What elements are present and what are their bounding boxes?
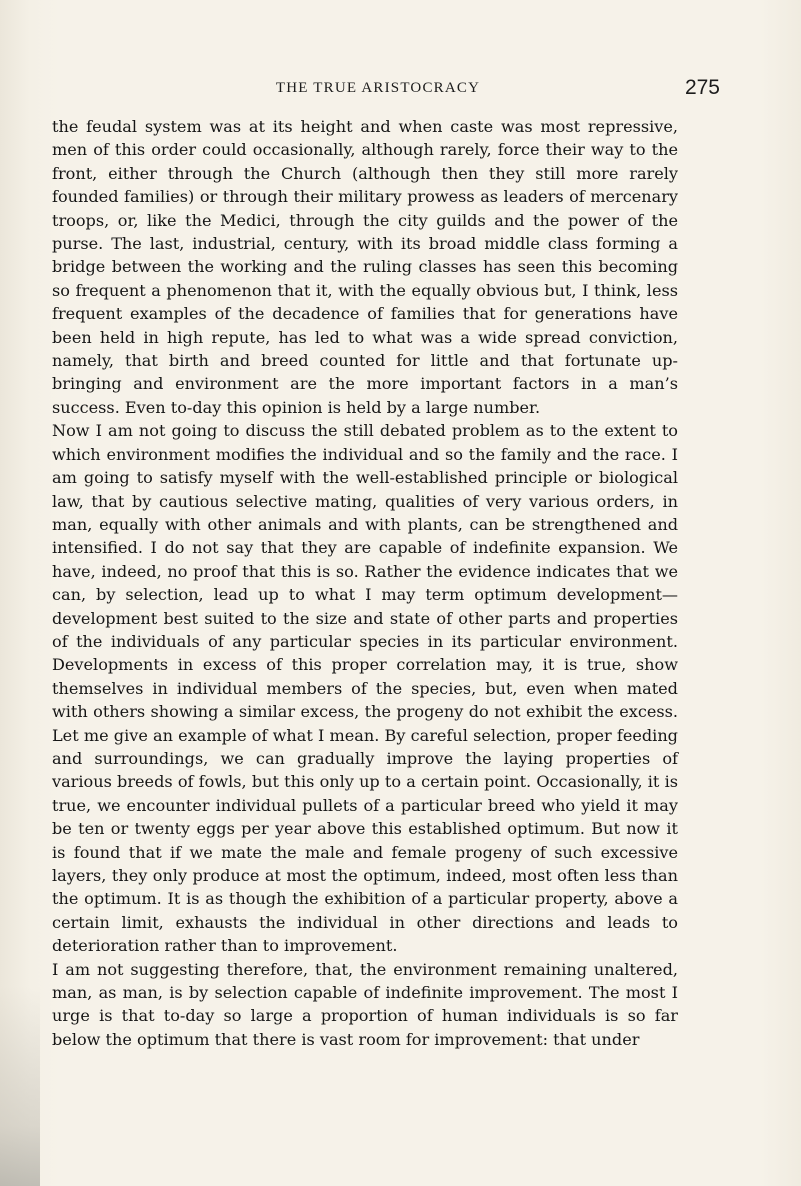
paragraph-2: Now I am not going to discuss the still debated problem as to the extent to which environment modifies the individual and so the family and the race. I am going to satisfy myself with the well-established principle or biological law, that by cautious selective mating, qualities of very various orders, in man, equally with other animals and with plants, can be strengthened and intensified. I do not say that they are capable of indefinite expansion. We have, indeed, no proof that this is so. Rather the evidence indicates that we can, by selection, lead up to what I may term optimum development—development best suited to the size and state of other parts and properties of the individuals of any particular species in its particular environment. Developments in excess of this proper correlation may, it is true, show themselves in individual members of the species, but, even when mated with others showing a similar excess, the progeny do not exhibit the excess. Let me give an example of what I mean. By careful selection, proper feeding and surroundings, we can gradually improve the laying properties of various breeds of fowls, but this only up to a certain point. Occasionally, it is true, we encounter individual pullets of a particular breed who yield it may be ten or twenty eggs per year above this established optimum. But now it is found that if we mate the male and female progeny of such excessive layers, they only produce at most the optimum, indeed, most often less than the optimum. It is as though the exhibition of a particular property, above a certain limit, exhausts the individual in other directions and leads to deterioration rather than to improvement. — [52, 421, 678, 956]
body-text — [52, 115, 678, 1051]
running-head: THE TRUE ARISTOCRACY — [275, 80, 481, 96]
paragraph-1: the feudal system was at its height and when caste was most repressive, men of this order could occasionally, although rarely, force their way to the front, either through the Church (although then they still more rarely founded families) or through their military prowess as leaders of mercenary troops, or, like the Medici, through the city guilds and the power of the purse. The last, industrial, century, with its broad middle class forming a bridge between the working and the ruling classes has seen this becoming so frequent a phenomenon that it, with the equally obvious but, I think, less frequent examples of the decadence of families that for generations have been held in high repute, has led to what was a wide spread conviction, namely, that birth and breed counted for little and that fortunate up-bringing and environment are the more important factors in a man’s success. Even to-day this opinion is held by a large number. — [52, 117, 678, 417]
paragraph-3: I am not suggesting therefore, that, the environment remaining unaltered, man, as man, is by selection capable of indefinite improvement. The most I urge is that to-day so large a proportion of human individuals is so far below the optimum that there is vast room for improvement: that under — [52, 959, 678, 1049]
page-header — [58, 76, 720, 104]
page-number: 275 — [684, 76, 720, 99]
page-edge-shadow — [0, 986, 40, 1186]
